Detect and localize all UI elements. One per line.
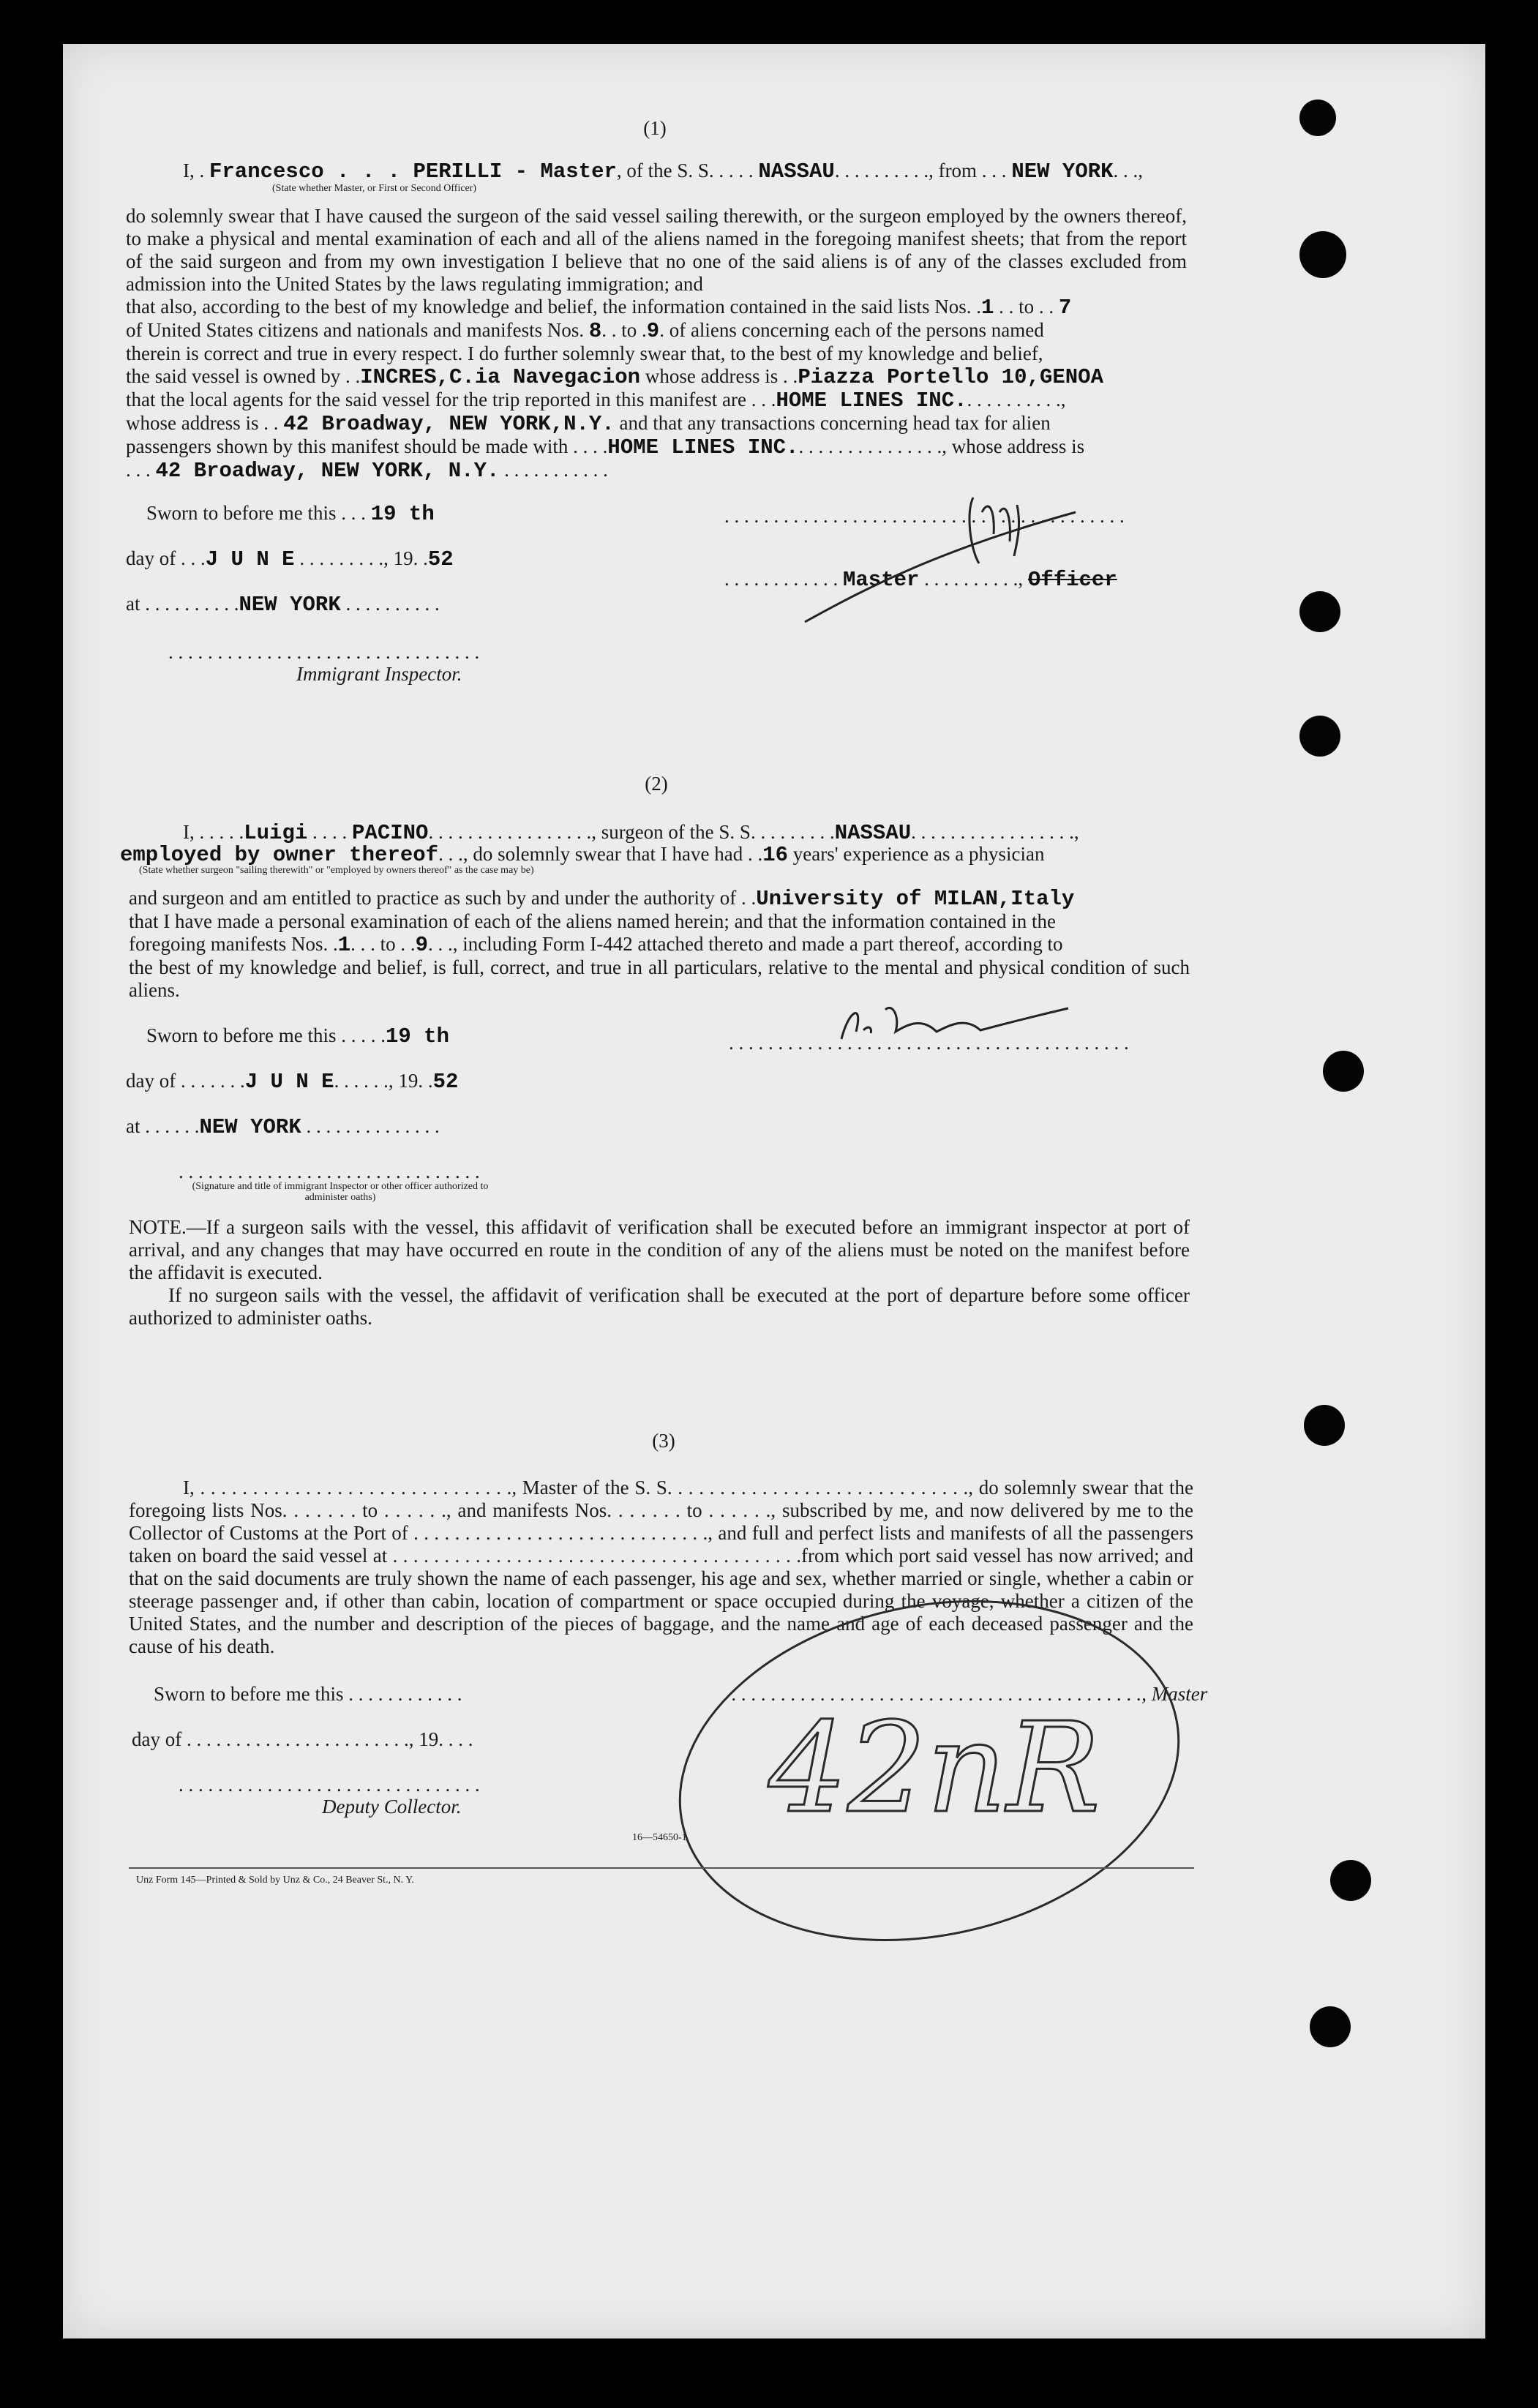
binder-hole: [1330, 1860, 1371, 1901]
note-1: NOTE.—If a surgeon sails with the vessel, this affidavit of verification shall be executed before an immigrant inspector at port of arrival, and any changes that may have occurred en route in the condition of any of the aliens must be noted on the manifest before the affidavit is executed.: [129, 1216, 1190, 1283]
note-label: NOTE.: [129, 1216, 187, 1238]
handwritten-code: 42nR: [768, 1696, 1100, 1841]
oath-text: therein is correct and true in every respect. I do further solemnly swear that, to the best of my knowledge and belief,: [126, 342, 1043, 364]
manifests-from: 8: [588, 319, 602, 343]
master-rank-note: (State whether Master, or First or Second Officer): [272, 183, 477, 194]
handwritten-circle: [659, 1595, 1200, 1946]
master-title: Master: [843, 568, 920, 592]
owner-line: the said vessel is owned by . .INCRES,C.ia Navegacion whose address is . .Piazza Portello 10,GENOA: [126, 365, 1103, 389]
agents-address-line: whose address is . . 42 Broadway, NEW YORK,N.Y. and that any transactions concerning head tax for alien: [126, 412, 1051, 436]
agents-line: that the local agents for the said vessel for the trip reported in this manifest are . . .HOME LINES INC.. . . . . . . . . .,: [126, 389, 1066, 413]
authority-line: and surgeon and am entitled to practice as such by and under the authority of . .University of MILAN,Italy: [129, 887, 1075, 911]
binder-hole: [1299, 591, 1340, 632]
oath-text: that I have made a personal examination of each of the aliens named herein; and that the information contained in the: [129, 910, 1057, 932]
sworn-year: 52: [432, 1070, 459, 1094]
sworn-line-1: Sworn to before me this . . . 19 th: [146, 502, 435, 526]
binder-hole: [1323, 1051, 1364, 1092]
surgeon-employment: employed by owner thereof: [120, 843, 439, 867]
note-2: If no surgeon sails with the vessel, the affidavit of verification shall be executed at the port of departure before some officer authorized to administer oaths.: [129, 1284, 1190, 1329]
medical-authority: University of MILAN,Italy: [756, 887, 1075, 911]
section-2-number: (2): [645, 773, 668, 795]
signature-note: (Signature and title of immigrant Inspector or other officer authorized to administer oaths): [192, 1181, 489, 1203]
surgeon-line: I, . . . . .Luigi . . . . PACINO. . . . . . . . . . . . . . . . ., surgeon of the S. S. . . . . . . . .NASSAU. . . . . . . . . . . . . . . . .,: [183, 821, 1079, 845]
manifests-line: of United States citizens and nationals and manifests Nos. 8. . to .9. of aliens concerning each of the persons named: [126, 319, 1044, 343]
sworn-place: NEW YORK: [239, 593, 341, 617]
surgeon-first-name: Luigi: [244, 821, 308, 845]
note-block: [129, 1216, 1190, 1329]
head-tax-address: 42 Broadway, NEW YORK, N.Y.: [155, 459, 500, 483]
oath-text: the best of my knowledge and belief, is full, correct, and true in all particulars, relative to the mental and physical condition of such aliens.: [129, 956, 1190, 1001]
employment-line: employed by owner thereof. . ., do solemnly swear that I have had . .16 years' experience as a physician: [120, 843, 1045, 867]
master-signature-dots: . . . . . . . . . . . . . . . . . . . . . . . . . . . . . . . . . . . . . . . . .: [724, 505, 1125, 527]
sworn-month: J U N E: [205, 547, 295, 571]
master-line: . . . . . . . . . . . . . . . . . . . . . . . . . . . . . . . . . . . . . . . . . ., Master: [732, 1683, 1208, 1705]
section-3-body: I, . . . . . . . . . . . . . . . . . . . . . . . . . . . . . ., Master of the S. S. . . . . . . . . . . . . . . . . . . . . . . . . . . . ., do solemnly swear that the foregoing lists Nos. . . . . . . to . . . . . ., and manifests Nos. . . . . . . to . . . . . ., subscribed by me, and now delivered by me to the Collector of Customs at the Port of . . . . . . . . . . . . . . . . . . . . . . . . . . . . ., and full and perfect lists and manifests of all the passengers taken on board the said vessel at . . . . . . . . . . . . . . . . . . . . . . . . . . . . . . . . . . . . . . . .from which port said vessel has now arrived; and that on the said documents are truly shown the name of each passenger, his age and sex, whether married or single, whether a cabin or steerage passenger and, if other than cabin, location of compartment or space occupied during the voyage, whether a citizen of the United States, and the number and description of the pieces of baggage, and the name and age of each deceased passenger and the cause of his death.: [129, 1477, 1193, 1657]
signature-dots: . . . . . . . . . . . . . . . . . . . . . . . . . . . . . . .: [179, 1160, 480, 1182]
manifests-to: 9: [646, 319, 660, 343]
surgeon-signature: [834, 988, 1112, 1046]
head-tax-agent: HOME LINES INC.: [607, 435, 799, 460]
binder-hole: [1310, 2006, 1351, 2047]
master-signature: [798, 468, 1090, 629]
at-line-2: at . . . . . .NEW YORK . . . . . . . . . . . . . .: [126, 1115, 440, 1139]
vessel-owner: INCRES,C.ia Navegacion: [360, 365, 641, 389]
collector-label: Deputy Collector.: [322, 1796, 462, 1818]
years-experience: 16: [762, 843, 789, 867]
label: . . . . . . . . . ., from . . .: [834, 160, 1007, 181]
local-agents: HOME LINES INC.: [776, 389, 967, 413]
struck-officer: Officer: [1027, 568, 1117, 592]
day-line-2: day of . . . . . . .J U N E. . . . . ., 19. .52: [126, 1070, 459, 1094]
label: , of the S. S. . . . .: [616, 160, 754, 181]
section-1-number: (1): [643, 117, 667, 139]
lists-line: that also, according to the best of my knowledge and belief, the information contained in the said lists Nos. .1 . . to . . 7: [126, 296, 1072, 320]
employment-note: (State whether surgeon "sailing therewith" or "employed by owners thereof" as the case may be): [139, 865, 534, 876]
master-name: Francesco . . . PERILLI - Master: [209, 160, 617, 184]
binder-hole: [1304, 1405, 1345, 1446]
form-number: 16—54650-1: [632, 1832, 687, 1843]
section-1-body: [126, 205, 1187, 482]
binder-hole: [1299, 716, 1340, 757]
oath-text: do solemnly swear that I have caused the surgeon of the said vessel sailing therewith, or the surgeon employed by the owners thereof, to make a physical and mental examination of each and all of the aliens named in the foregoing manifest sheets; that from the report of the said surgeon and from my own investigation I believe that no one of the said aliens is of any of the classes excluded from admission into the United States by the laws regulating immigration; and: [126, 205, 1187, 295]
day-line-1: day of . . .J U N E . . . . . . . . ., 19. .52: [126, 547, 454, 571]
head-tax-line: passengers shown by this manifest should be made with . . . .HOME LINES INC.. . . . . . . . . . . . . . ., whose address is: [126, 435, 1085, 460]
signature-dots: . . . . . . . . . . . . . . . . . . . . . . . . . . . . . . . .: [168, 641, 480, 663]
footer-rule: [129, 1867, 1194, 1869]
section-3-number: (3): [652, 1430, 675, 1452]
binder-hole: [1299, 100, 1336, 136]
label: . . .,: [1113, 160, 1144, 181]
sworn-line-2: Sworn to before me this . . . . .19 th: [146, 1024, 449, 1049]
day-line-3: day of . . . . . . . . . . . . . . . . . . . . . . ., 19. . . .: [132, 1728, 473, 1750]
sworn-line-3: Sworn to before me this . . . . . . . . . . . .: [154, 1683, 462, 1705]
label: I, .: [183, 160, 205, 181]
sworn-month: J U N E: [244, 1070, 334, 1094]
manifests-from: 1: [337, 933, 351, 957]
lists-from: 1: [980, 296, 994, 320]
sworn-place: NEW YORK: [199, 1115, 301, 1139]
owner-address: Piazza Portello 10,GENOA: [798, 365, 1103, 389]
surgeon-signature-dots: . . . . . . . . . . . . . . . . . . . . . . . . . . . . . . . . . . . . . . . . .: [729, 1032, 1129, 1054]
sworn-year: 52: [427, 547, 454, 571]
surgeon-last-name: PACINO: [352, 821, 429, 845]
at-line-1: at . . . . . . . . . .NEW YORK . . . . . . . . . .: [126, 593, 440, 617]
master-title-line: . . . . . . . . . . . . Master . . . . . . . . . ., Officer: [724, 568, 1117, 592]
departure-port: NEW YORK: [1011, 160, 1114, 184]
printer-credit: Unz Form 145—Printed & Sold by Unz & Co., 24 Beaver St., N. Y.: [136, 1875, 414, 1886]
manifests-to: 9: [415, 933, 429, 957]
ship-name: NASSAU: [758, 160, 835, 184]
agents-address: 42 Broadway, NEW YORK,N.Y.: [283, 412, 615, 436]
section-2-body: [129, 887, 1190, 1002]
signature-dots: . . . . . . . . . . . . . . . . . . . . . . . . . . . . . . .: [179, 1774, 480, 1796]
sworn-day: 19 th: [385, 1024, 449, 1049]
manifests-line: foregoing manifests Nos. .1. . . to . .9. . ., including Form I-442 attached thereto and made a part thereof, according to: [129, 933, 1063, 957]
ship-name: NASSAU: [834, 821, 912, 845]
lists-to: 7: [1058, 296, 1072, 320]
master-oath-line: [183, 160, 1143, 183]
sworn-day: 19 th: [370, 502, 435, 526]
head-tax-address-line: . . . 42 Broadway, NEW YORK, N.Y. . . . . . . . . . . .: [126, 459, 608, 483]
inspector-label: Immigrant Inspector.: [296, 663, 462, 685]
binder-hole: [1299, 231, 1346, 278]
